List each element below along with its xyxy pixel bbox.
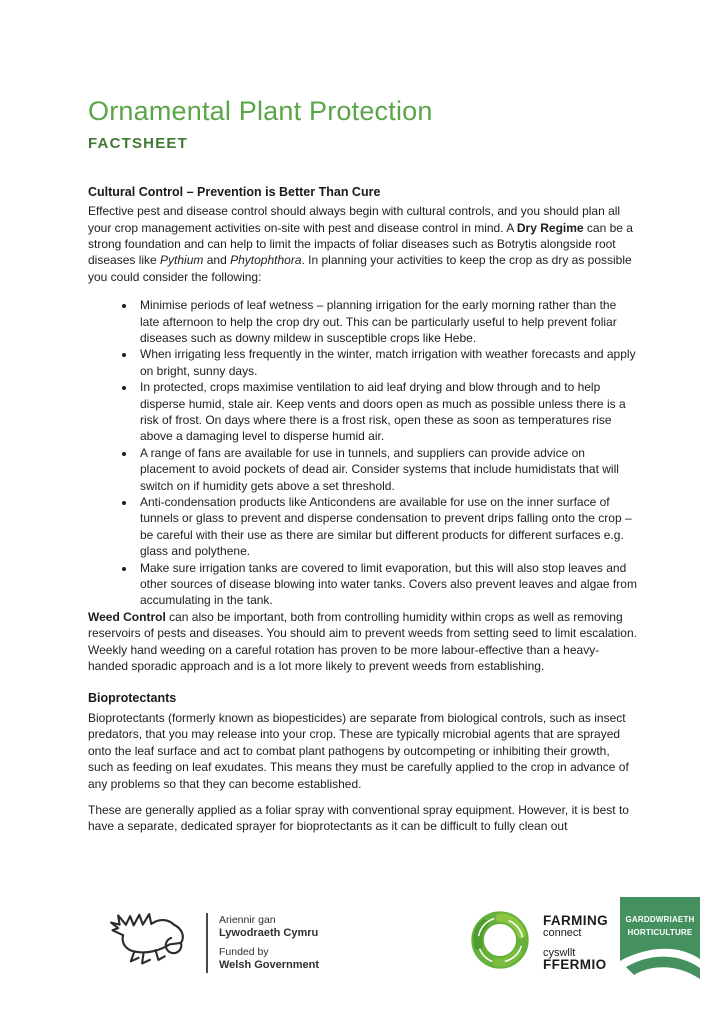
logo-divider [206,913,208,973]
welsh-government-logo-text [219,914,319,972]
farming-connect-and-horticulture-logos [465,897,700,988]
cultural-intro-paragraph [88,203,637,285]
intro-pythium-italic: Pythium [160,253,204,268]
farming-connect-welsh-top: cyswllt [542,946,576,959]
bullet-item-fans: • A range of fans are available for use in tunnels, and suppliers can provide advice on placement to avoid pockets of dead air. Consider systems that include humidistats that will switch on if humidity gets above a set threshold. [136,445,637,494]
footer-logos [0,895,725,990]
welsh-government-name-welsh: Lywodraeth Cymru [219,926,319,939]
horticulture-badge [620,897,700,988]
horticulture-badge-welsh-label: GARDDWRIAETH [625,915,695,924]
bullet-item-irrigation-tanks: • Make sure irrigation tanks are covered to limit evaporation, but this will also stop leaves and other sources of disease blowing into water tanks. Covers also prevent leaves and algae from accumulating in the tank. [136,560,637,609]
section-heading-cultural-control: Cultural Control – Prevention is Better Than Cure [88,184,381,199]
farming-connect-english-top: FARMING [542,912,608,928]
intro-text: . In planning your activities to keep the crop as dry as possible you could consider the following: [88,253,632,284]
farming-connect-welsh-bottom: FFERMIO [542,956,607,972]
bioprotectants-paragraph-2: These are generally applied as a foliar spray with conventional spray equipment. However, it is best to have a separate, dedicated sprayer for bioprotectants as it can be difficult to fully clean out [88,802,629,834]
bullet-item-anti-condensation: • Anti-condensation products like Anticondens are available for use on the inner surface of tunnels or glass to prevent and disperse condensation to prevent drips falling onto the crop – be careful with their use as there are similar but different products for different surfaces e.g. glass and polythene. [136,494,637,560]
welsh-government-logo [106,907,319,979]
bullet-item-leaf-wetness: • Minimise periods of leaf wetness – planning irrigation for the early morning rather than the late afternoon to help the crop dry out. This can be particularly useful to help prevent foliar diseases such as downy mildew in susceptible crops like Hebe. [136,297,637,346]
welsh-government-name-english: Welsh Government [219,958,320,971]
welsh-dragon-icon [106,907,198,979]
funded-by-english-label: Funded by [219,945,269,958]
page-subtitle: FACTSHEET [88,134,188,152]
cultural-bullet-list [88,297,637,609]
bullet-item-winter-irrigation: • When irrigating less frequently in the winter, match irrigation with weather forecasts and apply on bright, sunny days. [136,346,637,379]
intro-text: Effective pest and disease control should always begin with cultural controls, and you should plan all your crop management activities on-site with pest and disease control in mind. A [88,204,621,235]
weed-control-lead-bold: Weed Control [88,609,166,624]
bioprotectants-paragraph-1: Bioprotectants (formerly known as biopesticides) are separate from biological controls, such as insect predators, that you may release into your crop. These are typically microbial agents that are sprayed onto the leaf surface and act to combat plant pathogens by outcompeting or inhibiting their growth, such as feeding on leaf exudates. This means they must be carefully applied to the crop in advance of any problems so that they can become established. [88,710,629,791]
intro-text: can be a strong foundation and can help to limit the impacts of foliar diseases such as Botrytis alongside root diseases like [88,220,633,268]
section-heading-bioprotectants: Bioprotectants [88,691,177,706]
weed-control-text: can also be important, both from controlling humidity within crops as well as removing reservoirs of pests and diseases. You should aim to prevent weeds from setting seed to limit escalation. Weekly hand weeding on a careful rotation has proven to be more labour-effective than a heavy-handed sporadic approach and is a lot more likely to prevent weeds from establishing. [88,609,637,674]
farming-connect-english-bottom: connect [542,926,582,939]
page-title: Ornamental Plant Protection [88,96,433,126]
farming-connect-swirl-icon [465,905,535,980]
farming-connect-logo-text [542,912,608,972]
weed-control-paragraph [88,609,637,675]
horticulture-badge-english-label: HORTICULTURE [627,928,693,937]
funded-by-welsh-label: Ariennir gan [219,913,276,926]
bullet-item-ventilation: • In protected, crops maximise ventilation to aid leaf drying and blow through and to help disperse humid, stale air. Keep vents and doors open as much as possible unless there is a risk of frost. On days where there is a frost risk, open these as soon as temperatures rise above a damaging level to disperse humid air. [136,379,637,445]
intro-phytophthora-italic: Phytophthora [230,253,302,268]
intro-dry-regime-bold: Dry Regime [516,220,584,235]
intro-text: and [203,253,231,268]
